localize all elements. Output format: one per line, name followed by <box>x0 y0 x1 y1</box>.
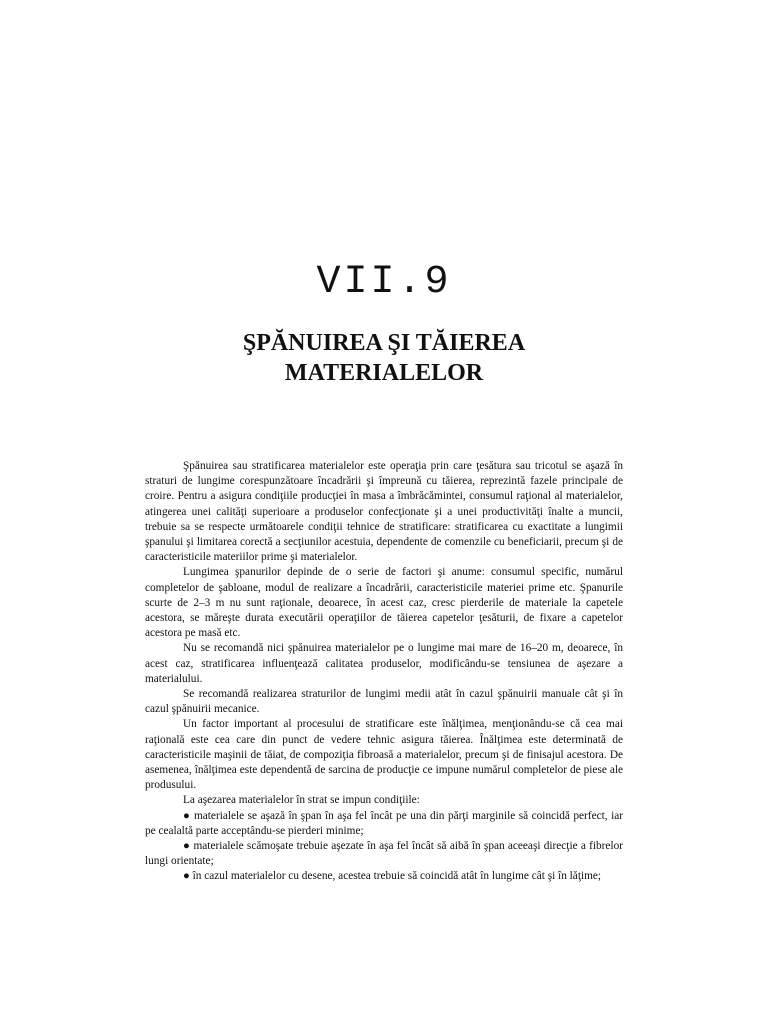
bullet-item: ● materialele scămoşate trebuie aşezate în aşa fel încât să aibă în şpan aceeaşi direcţie a fibrelor lungi orientate; <box>145 840 623 868</box>
paragraph: Lungimea şpanurilor depinde de o serie de factori şi anume: consumul specific, numărul completelor de şabloane, modul de realizare a încadrării, caracteristicile materiei prime etc. Şpanurile scurte de 2–3 m nu sunt raţionale, deoarece, în acest caz, cresc pierderile de materiale la capetele acestora, se măreşte durata executării operaţiilor de tăierea capetelor ţesăturii, de fixare a capetelor acestora pe masă etc. <box>145 566 623 640</box>
chapter-title-line-1: ŞPĂNUIREA ŞI TĂIEREA <box>242 330 526 356</box>
paragraph: Se recomandă realizarea straturilor de lungimi medii atât în cazul şpănuirii manuale cât şi în cazul şpănuirii mecanice. <box>145 688 623 716</box>
paragraph: Şpănuirea sau stratificarea materialelor este operaţia prin care ţesătura sau tricotul se aşază în straturi de lungime corespunzătoare încadrării şi împreună cu tăierea, reprezintă fazele principale de croire. Pentru a asigura condiţiile producţiei în masa a îmbrăcămintei, consumul raţional al materialelor, atingerea unei calităţi superioare a produselor confecţionate şi a unei productivităţi înalte a muncii, trebuie sa se respecte următoarele condiţii tehnice de stratificare: stratificarea cu exactitate a lungimii şpanului şi limitarea corectă a secţiunilor acestuia, dependente de comenzile cu beneficiarii, precum şi de caracteristicile materiilor prime şi materialelor. <box>145 460 623 564</box>
chapter-title-line-2: MATERIALELOR <box>284 360 484 386</box>
chapter-number: VII.9 <box>316 260 452 305</box>
bullet-item: ● materialele se aşază în şpan în aşa fel încât pe una din părţi marginile să coincidă perfect, iar pe cealaltă parte acceptându-se pierderi minime; <box>145 809 623 837</box>
paragraph: Un factor important al procesului de stratificare este înălţimea, menţionându-se că cea mai raţională este cea care din punct de vedere tehnic asigura tăierea. Înălţimea este determinată de caracteristicile maşinii de tăiat, de compoziţia fibroasă a materialelor, precum şi de finisajul acestora. De asemenea, înălţimea este dependentă de sarcina de producţie ce impune numărul completelor de piese ale produsului. <box>145 718 623 792</box>
paragraph: Nu se recomandă nici şpănuirea materialelor pe o lungime mai mare de 16–20 m, deoarece, în acest caz, stratificarea influenţează calitatea produselor, modificându-se tensiunea de aşezare a materialului. <box>145 642 623 685</box>
chapter-title <box>0 328 768 388</box>
body-text <box>145 459 623 885</box>
bullet-item: ● în cazul materialelor cu desene, acestea trebuie să coincidă atât în lungime cât şi în lăţime; <box>183 870 602 883</box>
paragraph: La aşezarea materialelor în strat se impun condiţiile: <box>183 794 420 807</box>
